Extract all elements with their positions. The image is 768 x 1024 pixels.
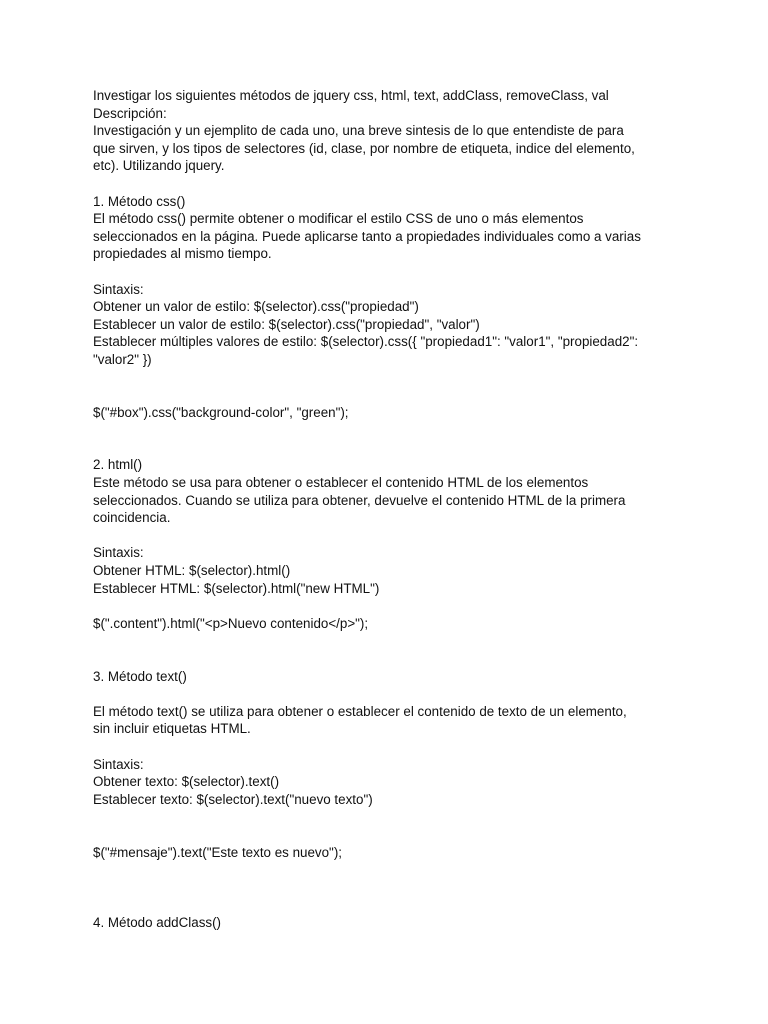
html-syntax-line-1: Obtener HTML: $(selector).html() <box>93 563 291 579</box>
html-desc-line-3: coincidencia. <box>93 510 171 526</box>
css-syntax-line-3: Establecer múltiples valores de estilo: $(selector).css({ "propiedad1": "valor1", "propiedad2": <box>93 334 639 350</box>
section-addclass-heading: 4. Método addClass() <box>93 914 222 930</box>
spacer <box>93 685 693 703</box>
css-desc-line-3: propiedades al mismo tiempo. <box>93 246 272 262</box>
spacer <box>93 808 693 826</box>
css-desc-line-2: seleccionados en la página. Puede aplicarse tanto a propiedades individuales como a varias <box>93 228 641 244</box>
text-desc-line-2: sin incluir etiquetas HTML. <box>93 721 251 737</box>
text-example-code: $("#mensaje").text("Este texto es nuevo"); <box>93 844 342 860</box>
section-text-heading: 3. Método text() <box>93 668 187 684</box>
text-syntax-label: Sintaxis: <box>93 756 144 772</box>
section-html-heading: 2. html() <box>93 457 143 473</box>
css-syntax-line-1: Obtener un valor de estilo: $(selector).css("propiedad") <box>93 299 419 315</box>
section-css-heading: 1. Método css() <box>93 193 186 209</box>
spacer <box>93 826 693 844</box>
spacer <box>93 175 693 193</box>
css-syntax-line-2: Establecer un valor de estilo: $(selector).css("propiedad", "valor") <box>93 316 480 332</box>
css-desc-line-1: El método css() permite obtener o modificar el estilo CSS de uno o más elementos <box>93 211 584 227</box>
html-syntax-label: Sintaxis: <box>93 545 144 561</box>
text-syntax-line-2: Establecer texto: $(selector).text("nuevo texto") <box>93 791 373 807</box>
html-syntax-line-2: Establecer HTML: $(selector).html("new HTML") <box>93 580 380 596</box>
spacer <box>93 879 693 897</box>
spacer <box>93 597 693 615</box>
html-desc-line-2: seleccionados. Cuando se utiliza para obtener, devuelve el contenido HTML de la primera <box>93 492 626 508</box>
text-syntax-line-1: Obtener texto: $(selector).text() <box>93 774 280 790</box>
intro-line-4: que sirven, y los tipos de selectores (id, clase, por nombre de etiqueta, indice del elemento, <box>93 140 635 156</box>
spacer <box>93 421 693 439</box>
html-example-code: $(".content").html("<p>Nuevo contenido</p>"); <box>93 615 369 631</box>
spacer <box>93 439 693 457</box>
spacer <box>93 896 693 914</box>
intro-line-2: Descripción: <box>93 105 167 121</box>
spacer <box>93 632 693 650</box>
spacer <box>93 263 693 281</box>
css-example-code: $("#box").css("background-color", "green"); <box>93 404 349 420</box>
intro-line-1: Investigar los siguientes métodos de jquery css, html, text, addClass, removeClass, val <box>93 88 609 103</box>
spacer <box>93 386 693 404</box>
intro-line-3: Investigación y un ejemplito de cada uno, una breve sintesis de lo que entendiste de para <box>93 123 624 139</box>
css-syntax-label: Sintaxis: <box>93 281 144 297</box>
text-desc-line-1: El método text() se utiliza para obtener o establecer el contenido de texto de un elemento, <box>93 703 627 719</box>
spacer <box>93 527 693 545</box>
spacer <box>93 369 693 387</box>
css-syntax-line-4: "valor2" }) <box>93 351 152 367</box>
html-desc-line-1: Este método se usa para obtener o establecer el contenido HTML de los elementos <box>93 475 589 491</box>
spacer <box>93 738 693 756</box>
document-page <box>93 87 693 932</box>
spacer <box>93 861 693 879</box>
intro-line-5: etc). Utilizando jquery. <box>93 158 225 174</box>
spacer <box>93 650 693 668</box>
